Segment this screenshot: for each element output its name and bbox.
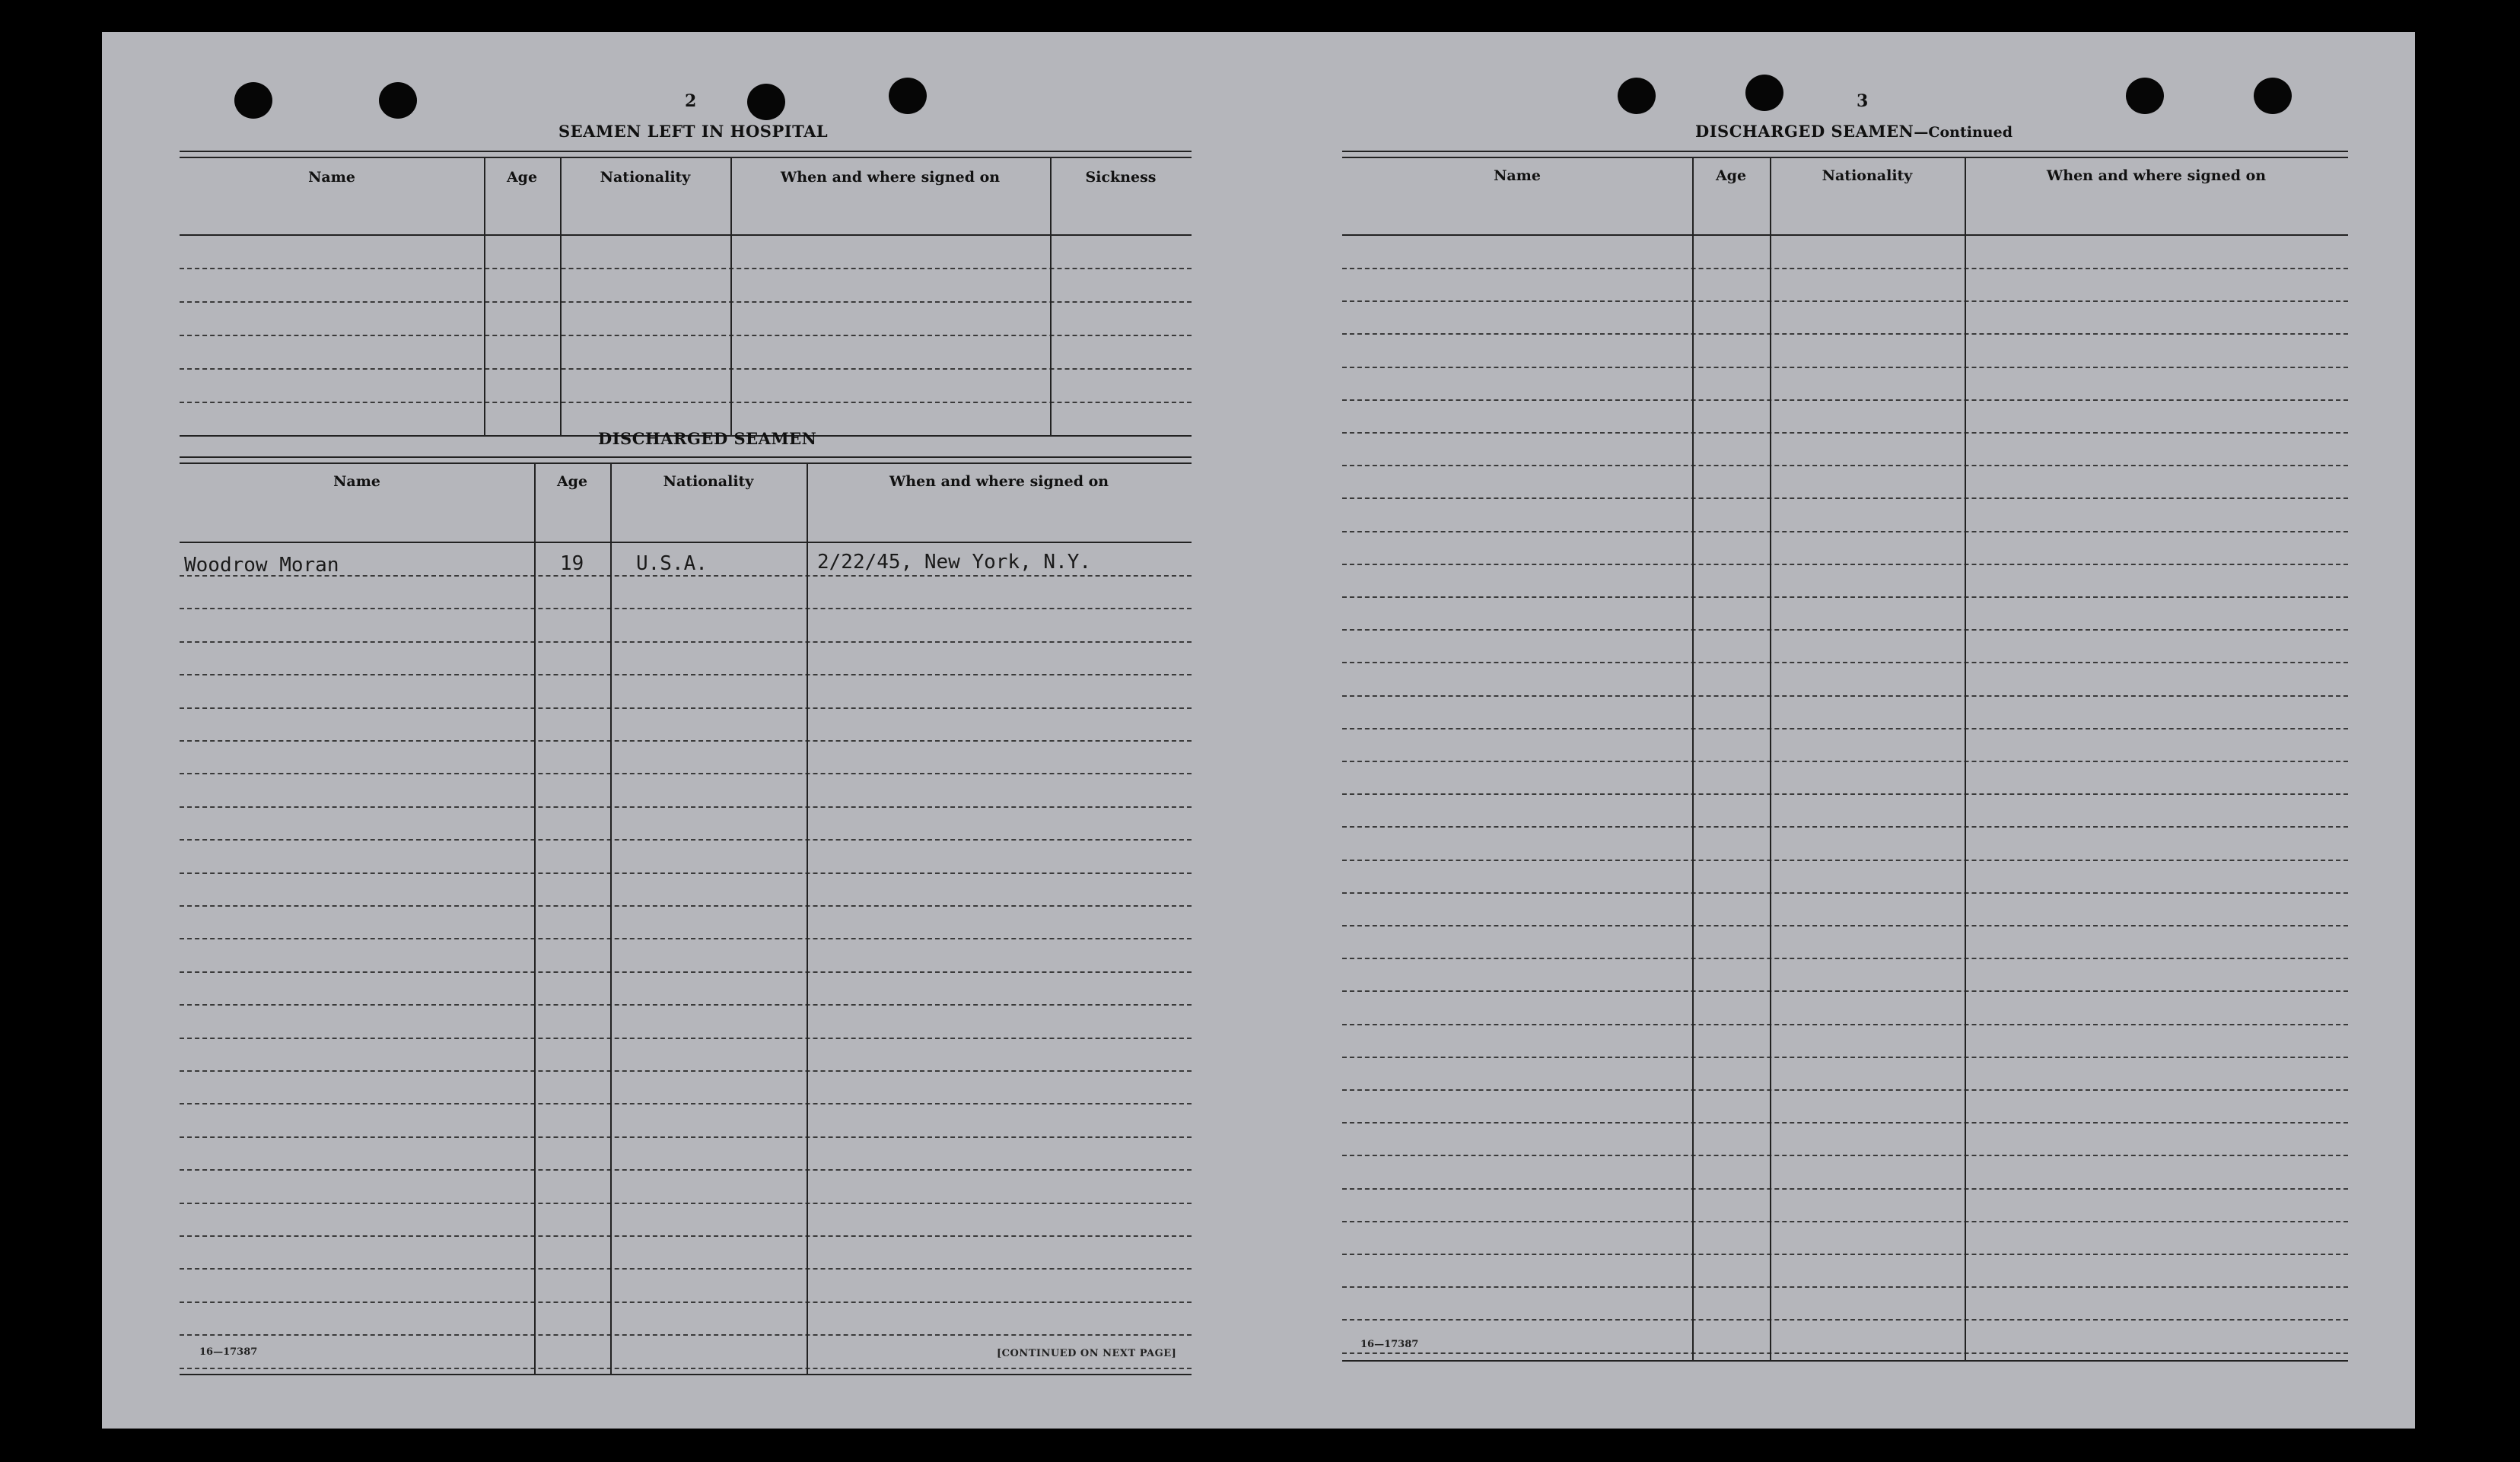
- column-header-name: Name: [333, 473, 380, 490]
- table-row: [1342, 1122, 2348, 1124]
- table-row: [1342, 1221, 2348, 1222]
- table-row: [180, 839, 1192, 841]
- table-row: [180, 1004, 1192, 1006]
- table-row: [180, 938, 1192, 939]
- discharged-table-continued: [1342, 151, 2348, 1368]
- table-row: [1342, 1155, 2348, 1156]
- table-row: [1342, 497, 2348, 499]
- document-sheet: [102, 32, 2415, 1429]
- table-row: [180, 1136, 1192, 1138]
- discharged-table: [180, 456, 1192, 1380]
- table-row: [1342, 1057, 2348, 1058]
- table-row: [1342, 333, 2348, 335]
- table-row: [1342, 1188, 2348, 1190]
- table-row: [1342, 399, 2348, 401]
- column-header-nationality: Nationality: [600, 169, 691, 186]
- cell-name: Woodrow Moran: [184, 554, 339, 577]
- punch-hole: [1745, 75, 1783, 111]
- table-row: [1342, 1319, 2348, 1321]
- table-row: [1342, 531, 2348, 532]
- table-row: [1342, 761, 2348, 762]
- hospital-table: [180, 151, 1192, 443]
- table-row: [180, 773, 1192, 774]
- table-row: [180, 1334, 1192, 1336]
- table-row: [1342, 465, 2348, 466]
- table-row: [180, 1169, 1192, 1171]
- page-number: 2: [685, 91, 697, 111]
- table-row: [180, 335, 1192, 336]
- table-row: [180, 740, 1192, 742]
- table-row: [180, 1038, 1192, 1039]
- punch-hole: [2126, 78, 2164, 114]
- table-row: [180, 301, 1192, 303]
- title-text: DISCHARGED SEAMEN: [1695, 122, 1914, 141]
- table-row: [180, 1301, 1192, 1303]
- cell-signed-on: 2/22/45, New York, N.Y.: [817, 551, 1092, 574]
- title-suffix: —Continued: [1914, 124, 2013, 141]
- table-row: [180, 641, 1192, 643]
- table-row: [180, 806, 1192, 808]
- cell-age: 19: [560, 552, 584, 575]
- table-row: [180, 971, 1192, 973]
- table-row: [1342, 925, 2348, 926]
- column-header-signed-on: When and where signed on: [2046, 167, 2267, 184]
- page-number: 3: [1857, 91, 1869, 111]
- table-row: [1342, 432, 2348, 434]
- table-row: [180, 905, 1192, 907]
- continued-note: [CONTINUED ON NEXT PAGE]: [997, 1348, 1177, 1359]
- column-header-name: Name: [308, 169, 355, 186]
- table-row: [1342, 793, 2348, 795]
- discharged-continued-title: [1695, 122, 2013, 141]
- table-row: [1342, 695, 2348, 697]
- column-header-name: Name: [1494, 167, 1541, 184]
- table-row: [1342, 1254, 2348, 1255]
- table-row: [1342, 268, 2348, 269]
- table-row: [1342, 564, 2348, 565]
- cell-nationality: U.S.A.: [636, 552, 708, 575]
- table-row: [1342, 1024, 2348, 1025]
- table-row: [1342, 892, 2348, 894]
- table-row: [1342, 367, 2348, 368]
- table-row: [180, 1070, 1192, 1072]
- table-row: [180, 1268, 1192, 1270]
- column-header-signed-on: When and where signed on: [889, 473, 1109, 490]
- table-row: [1342, 662, 2348, 663]
- table-row: [180, 1368, 1192, 1369]
- punch-hole: [234, 82, 272, 119]
- discharged-table-title: DISCHARGED SEAMEN: [598, 429, 817, 448]
- column-header-sickness: Sickness: [1085, 169, 1157, 186]
- punch-hole: [889, 78, 927, 114]
- column-header-signed-on: When and where signed on: [780, 169, 1001, 186]
- table-row: [1342, 300, 2348, 302]
- table-row: [1342, 1286, 2348, 1288]
- table-row: [180, 1235, 1192, 1237]
- form-number: 16—17387: [199, 1346, 258, 1358]
- table-row: [1342, 860, 2348, 861]
- punch-hole: [1618, 78, 1656, 114]
- table-row: [180, 608, 1192, 609]
- table-row: [1342, 990, 2348, 992]
- table-row: [1342, 1352, 2348, 1354]
- table-row: [1342, 826, 2348, 828]
- table-row: [1342, 596, 2348, 598]
- punch-hole: [2254, 78, 2292, 114]
- column-header-nationality: Nationality: [663, 473, 754, 490]
- table-row: [1342, 958, 2348, 959]
- column-header-nationality: Nationality: [1822, 167, 1913, 184]
- table-row: [180, 1103, 1192, 1104]
- table-row: [180, 707, 1192, 709]
- table-row: [180, 268, 1192, 269]
- table-row: [1342, 1089, 2348, 1091]
- hospital-table-title: SEAMEN LEFT IN HOSPITAL: [558, 122, 829, 141]
- table-row: [180, 575, 1192, 577]
- form-number: 16—17387: [1360, 1339, 1419, 1350]
- column-header-age: Age: [506, 169, 538, 186]
- punch-hole: [379, 82, 417, 119]
- table-row: [180, 1203, 1192, 1204]
- table-row: [1342, 728, 2348, 729]
- table-row: [180, 674, 1192, 675]
- table-row: [180, 402, 1192, 403]
- column-header-age: Age: [556, 473, 588, 490]
- table-row: [180, 872, 1192, 874]
- column-header-age: Age: [1715, 167, 1747, 184]
- punch-hole: [747, 84, 785, 120]
- table-row: [1342, 629, 2348, 631]
- table-row: [180, 368, 1192, 370]
